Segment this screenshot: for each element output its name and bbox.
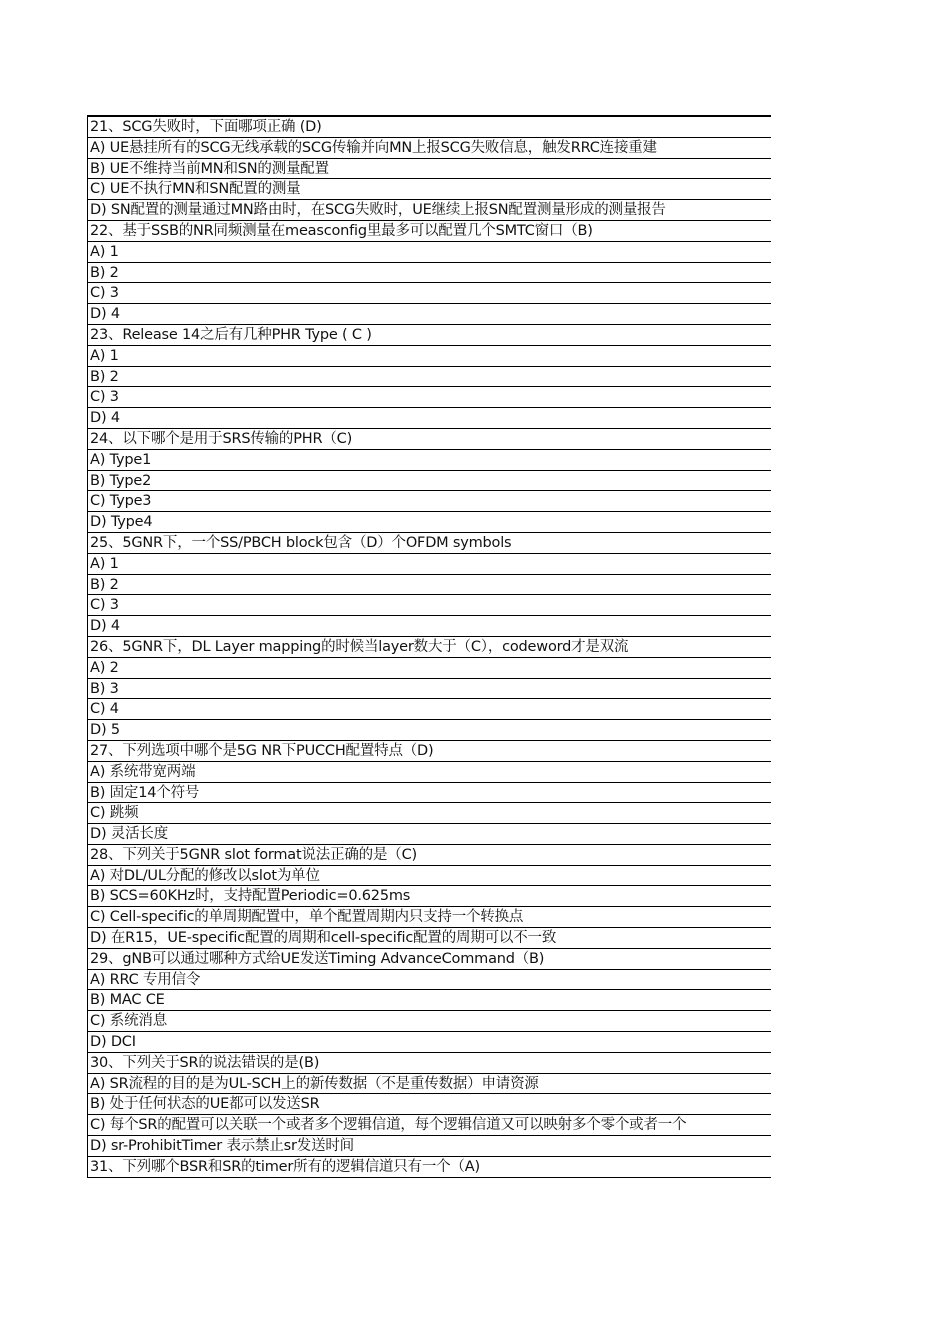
sheet-row[interactable]: A) SR流程的目的是为UL-SCH上的新传数据（不是重传数据）申请资源 (88, 1074, 771, 1095)
sheet-row[interactable]: 21、SCG失败时，下面哪项正确 (D) (88, 117, 771, 138)
sheet-row[interactable]: D) SN配置的测量通过MN路由时，在SCG失败时，UE继续上报SN配置测量形成的测量报告 (88, 200, 771, 221)
sheet-row[interactable]: A) 1 (88, 346, 771, 367)
sheet-row[interactable]: C) 4 (88, 699, 771, 720)
sheet-row[interactable]: 23、Release 14之后有几种PHR Type ( C ) (88, 325, 771, 346)
sheet-row[interactable]: 25、5GNR下，一个SS/PBCH block包含（D）个OFDM symbols (88, 533, 771, 554)
sheet-row[interactable]: C) Type3 (88, 491, 771, 512)
sheet-row[interactable]: B) 2 (88, 263, 771, 284)
sheet-row[interactable]: B) 2 (88, 575, 771, 596)
sheet-row[interactable]: 26、5GNR下，DL Layer mapping的时候当layer数大于（C），codeword才是双流 (88, 637, 771, 658)
sheet-row[interactable]: A) 1 (88, 242, 771, 263)
sheet-row[interactable]: C) 3 (88, 283, 771, 304)
sheet-row[interactable]: A) 1 (88, 554, 771, 575)
sheet-row[interactable]: C) 3 (88, 595, 771, 616)
sheet-row[interactable]: B) 2 (88, 367, 771, 388)
question-sheet (87, 115, 771, 1178)
sheet-row[interactable]: D) 4 (88, 304, 771, 325)
sheet-row[interactable]: B) 3 (88, 679, 771, 700)
sheet-row[interactable]: A) 对DL/UL分配的修改以slot为单位 (88, 866, 771, 887)
sheet-row[interactable]: A) Type1 (88, 450, 771, 471)
sheet-row[interactable]: D) 4 (88, 616, 771, 637)
sheet-row[interactable]: 22、基于SSB的NR同频测量在measconfig里最多可以配置几个SMTC窗口（B) (88, 221, 771, 242)
sheet-row[interactable]: D) 4 (88, 408, 771, 429)
sheet-row[interactable]: A) 2 (88, 658, 771, 679)
sheet-row[interactable]: C) 每个SR的配置可以关联一个或者多个逻辑信道，每个逻辑信道又可以映射多个零个或者一个 (88, 1115, 771, 1136)
sheet-row[interactable]: B) 处于任何状态的UE都可以发送SR (88, 1094, 771, 1115)
sheet-row[interactable]: B) SCS=60KHz时，支持配置Periodic=0.625ms (88, 886, 771, 907)
sheet-row[interactable]: C) 3 (88, 387, 771, 408)
sheet-row[interactable]: D) 灵活长度 (88, 824, 771, 845)
sheet-row[interactable]: 28、下列关于5GNR slot format说法正确的是（C) (88, 845, 771, 866)
sheet-row[interactable]: C) UE不执行MN和SN配置的测量 (88, 179, 771, 200)
sheet-row[interactable]: A) 系统带宽两端 (88, 762, 771, 783)
sheet-row[interactable]: D) DCI (88, 1032, 771, 1053)
sheet-row[interactable]: C) Cell-specific的单周期配置中，单个配置周期内只支持一个转换点 (88, 907, 771, 928)
sheet-row[interactable]: A) UE悬挂所有的SCG无线承载的SCG传输并向MN上报SCG失败信息，触发RRC连接重建 (88, 138, 771, 159)
sheet-row[interactable]: D) 在R15，UE-specific配置的周期和cell-specific配置的周期可以不一致 (88, 928, 771, 949)
sheet-row[interactable]: B) UE不维持当前MN和SN的测量配置 (88, 159, 771, 180)
sheet-row[interactable]: D) 5 (88, 720, 771, 741)
sheet-row[interactable]: 27、下列选项中哪个是5G NR下PUCCH配置特点（D) (88, 741, 771, 762)
sheet-row[interactable]: B) 固定14个符号 (88, 783, 771, 804)
sheet-row[interactable]: D) Type4 (88, 512, 771, 533)
sheet-row[interactable]: C) 跳频 (88, 803, 771, 824)
sheet-row[interactable]: A) RRC 专用信令 (88, 970, 771, 991)
sheet-row[interactable]: 29、gNB可以通过哪种方式给UE发送Timing AdvanceCommand（B) (88, 949, 771, 970)
sheet-row[interactable]: B) MAC CE (88, 990, 771, 1011)
sheet-row[interactable]: C) 系统消息 (88, 1011, 771, 1032)
sheet-row[interactable]: B) Type2 (88, 471, 771, 492)
sheet-row[interactable]: D) sr-ProhibitTimer 表示禁止sr发送时间 (88, 1136, 771, 1157)
sheet-row[interactable]: 31、下列哪个BSR和SR的timer所有的逻辑信道只有一个（A) (88, 1157, 771, 1178)
sheet-row[interactable]: 24、以下哪个是用于SRS传输的PHR（C) (88, 429, 771, 450)
sheet-row[interactable]: 30、下列关于SR的说法错误的是(B) (88, 1053, 771, 1074)
